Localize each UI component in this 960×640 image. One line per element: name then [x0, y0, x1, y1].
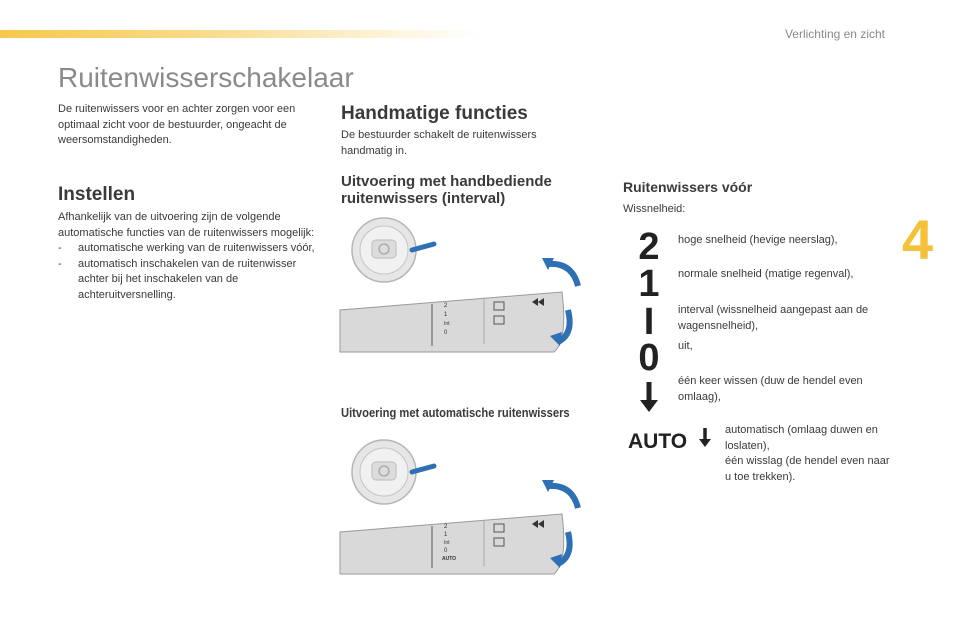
subsection-title-auto: Uitvoering met automatische ruitenwissers [341, 405, 570, 420]
chapter-number: 4 [902, 208, 934, 271]
option-text-speed-2: hoge snelheid (hevige neerslag), [678, 234, 838, 246]
stalk-label: 1 [444, 532, 448, 538]
instellen-text: Afhankelijk van de uitvoering zijn de volgende automatische functies van de ruitenwissers mogelijk: [58, 211, 315, 239]
option-text-speed-1: normale snelheid (matige regenval), [678, 268, 854, 280]
page-title: Ruitenwisserschakelaar [58, 62, 354, 93]
instellen-body [58, 210, 320, 303]
wiper-stalk-illustration-interval [336, 210, 606, 360]
speed-2-icon [636, 227, 662, 261]
svg-text:0: 0 [638, 338, 660, 372]
svg-text:I: I [643, 302, 655, 336]
section-title-instellen: Instellen [58, 184, 136, 205]
stalk-label: Int [444, 540, 450, 546]
option-text-auto: automatisch (omlaag duwen en loslaten), [725, 424, 878, 452]
auto-down-icon [626, 425, 716, 453]
section-title-front-wipers: Ruitenwissers vóór [623, 179, 753, 195]
option-text-off: uit, [678, 340, 693, 352]
auto-option-text [725, 423, 890, 485]
stalk-label: 0 [444, 548, 448, 554]
speed-label: Wissnelheid: [623, 203, 686, 215]
wiper-stalk-illustration-auto [336, 432, 606, 582]
interval-icon [636, 302, 662, 336]
stalk-label: Int [444, 321, 450, 327]
section-title-handmatig: Handmatige functies [341, 103, 528, 124]
rotate-up-arrow-icon [542, 258, 578, 286]
stalk-label: 1 [444, 312, 448, 318]
down-arrow-icon [638, 380, 660, 414]
option-text-single-stroke: één wisslag (de hendel even naar u toe trekken). [725, 455, 890, 483]
chapter-title: Verlichting en zicht [784, 27, 885, 41]
wiper-stalk-icon [340, 514, 564, 574]
steering-wheel-icon [352, 440, 416, 504]
list-item: - automatische werking van de ruitenwissers vóór, [58, 241, 320, 257]
speed-1-icon [636, 264, 662, 298]
subsection-title-interval: Uitvoering met handbediende ruitenwissers (interval) [341, 173, 552, 207]
header-accent-bar [0, 30, 480, 38]
list-item: - automatisch inschakelen van de ruitenwisser achter bij het inschakelen van de achteruitversnelling. [58, 257, 320, 304]
off-icon [636, 338, 662, 372]
svg-text:2: 2 [638, 227, 660, 261]
intro-text: De ruitenwissers voor en achter zorgen voor een optimaal zicht voor de bestuurder, ongeacht de weersomstandigheden. [58, 103, 296, 146]
stalk-label: 0 [444, 330, 448, 336]
stalk-label: AUTO [442, 556, 457, 562]
stalk-label: 2 [444, 303, 448, 309]
stalk-label: 2 [444, 524, 448, 530]
rotate-up-arrow-icon [542, 480, 578, 508]
handmatig-text: De bestuurder schakelt de ruitenwissers handmatig in. [341, 129, 537, 157]
svg-text:AUTO: AUTO [628, 430, 688, 453]
option-text-single-wipe: één keer wissen (duw de hendel even omlaag), [678, 375, 863, 403]
instellen-list [58, 241, 320, 303]
steering-wheel-icon [352, 218, 416, 282]
wiper-stalk-icon [340, 292, 564, 352]
option-text-interval: interval (wissnelheid aangepast aan de wagensnelheid), [678, 304, 869, 332]
svg-text:1: 1 [638, 264, 660, 298]
